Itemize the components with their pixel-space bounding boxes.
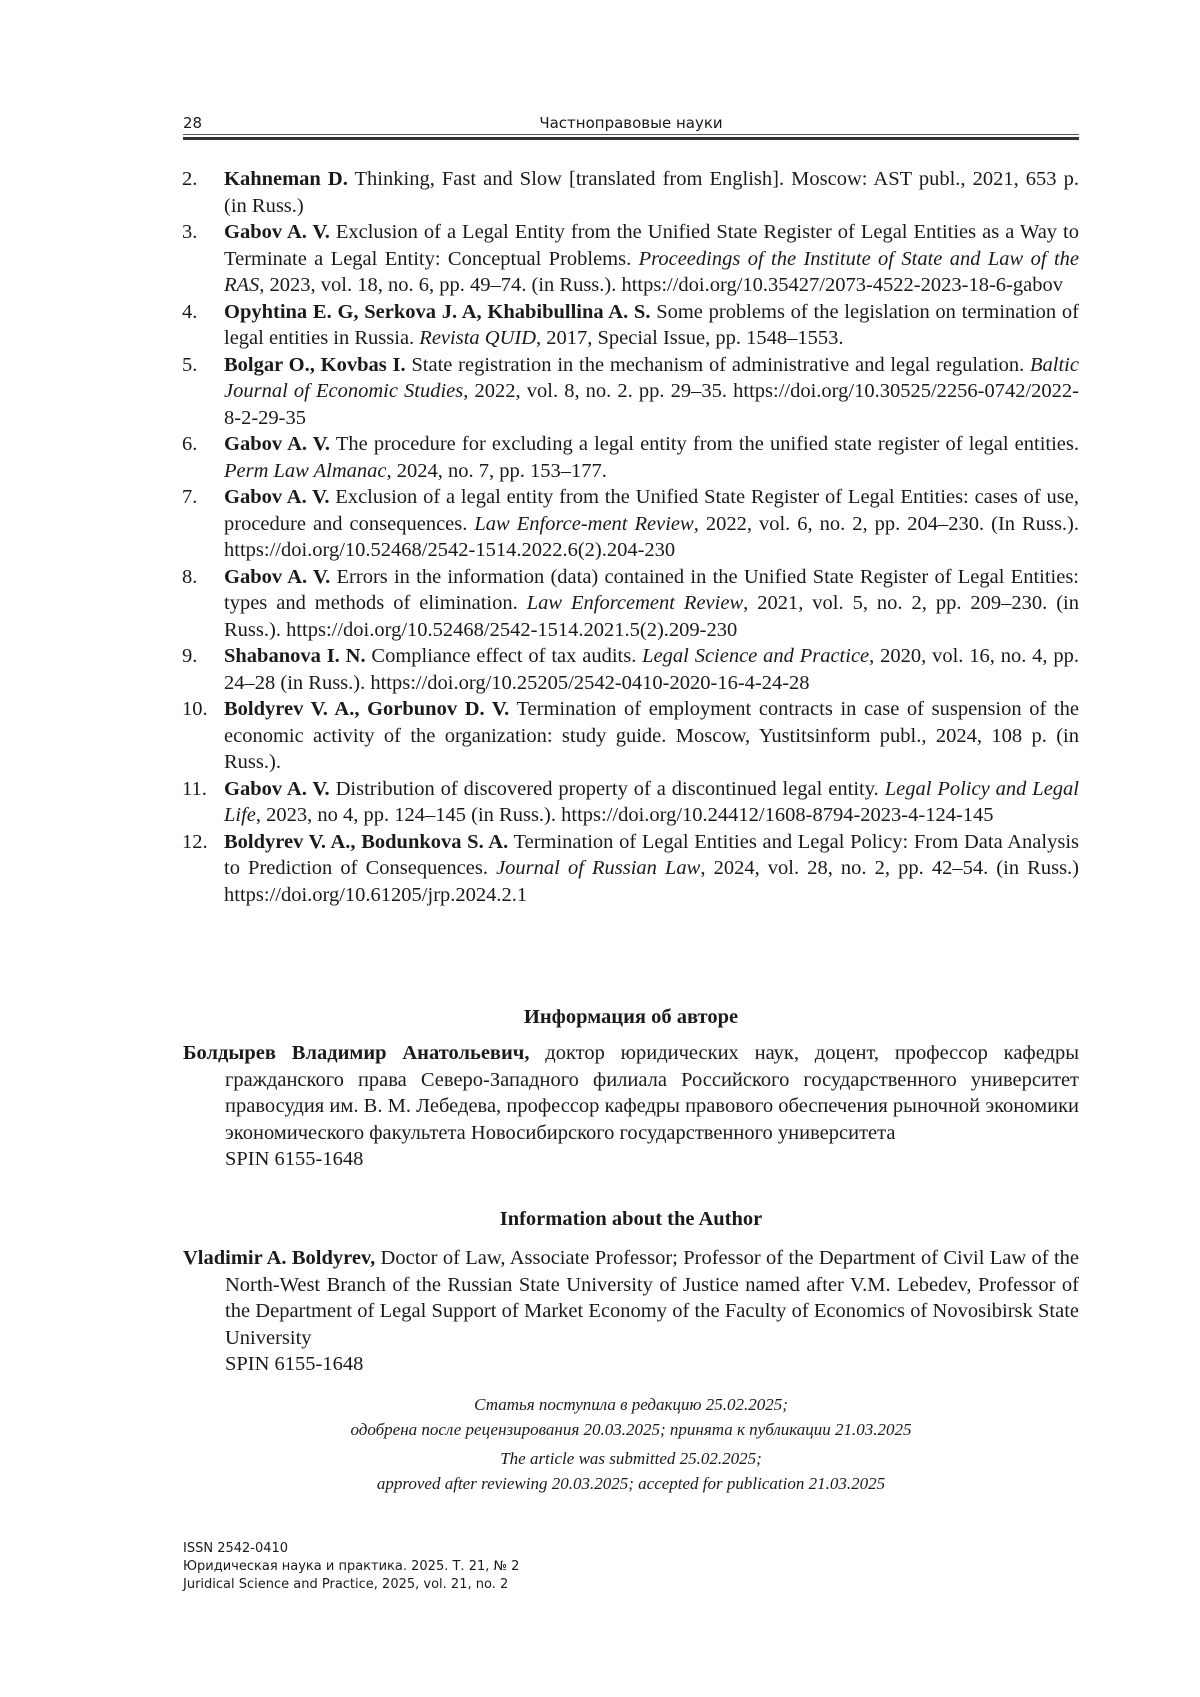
reference-details: , 2023, no 4, pp. 124–145 (in Russ.). https://doi.org/10.24412/1608-8794-2023-4-124-145 <box>255 804 994 826</box>
reference-item <box>182 431 1079 484</box>
reference-text: Exclusion of a legal entity from the Unified State Register of Legal Entities: cases of use, procedure and consequences. <box>224 486 1079 535</box>
reference-authors: Gabov A. V. <box>224 433 331 455</box>
reference-journal: Law Enforcement Review <box>526 592 744 614</box>
reference-number: 4. <box>182 300 198 323</box>
reference-details: , 2024, no. 7, pp. 153–177. <box>386 459 607 482</box>
header-rule-thin <box>183 134 1079 135</box>
reference-journal: Journal of Russian Law <box>496 857 701 879</box>
reference-authors: Gabov A. V. <box>224 777 330 800</box>
reference-item <box>182 299 1079 352</box>
author-info-heading-en: Information about the Author <box>499 1208 763 1230</box>
reference-text: Compliance effect of tax audits. <box>365 645 643 667</box>
reference-text: Errors in the information (data) contained in the Unified State Register of Legal Entities: types and methods of elimination. <box>224 565 1079 614</box>
author-details-en: Doctor of Law, Associate Professor; Professor of the Department of Civil Law of the North-West Branch of the Russian State University of Justice named after V.M. Lebedev, Professor of the Department of Legal Support of Market Economy of the Faculty of Economics of Novosibirsk State University <box>225 1247 1079 1349</box>
reference-text: State registration in the mechanism of administrative and legal regulation. <box>405 353 1031 376</box>
author-description-ru <box>183 1040 1079 1146</box>
reference-journal: Perm Law Almanac <box>224 459 387 482</box>
reference-details: , 2017, Special Issue, pp. 1548–1553. <box>536 327 844 349</box>
footer-journal-ru: Юридическая наука и практика. 2025. Т. 21, № 2 <box>183 1559 520 1574</box>
dates-en-line1: The article was submitted 25.02.2025; <box>500 1449 762 1468</box>
reference-text: The procedure for excluding a legal entity from the unified state register of legal entities. <box>330 433 1079 455</box>
header-rule-thick <box>183 137 1079 140</box>
reference-text: Some problems of the legislation on termination of legal entities in Russia. <box>224 300 1079 349</box>
author-description-en <box>183 1245 1079 1351</box>
author-details-ru: доктор юридических наук, доцент, профессор кафедры гражданского права Северо-Западного филиала Российского государственного университет правосудия им. В. М. Лебедева, профессор кафедры правового обеспечения рыночной экономики экономического факультета Новосибирского государственного университета <box>225 1042 1079 1144</box>
reference-journal: Baltic Journal of Economic Studies <box>224 353 1079 402</box>
reference-item <box>182 564 1079 644</box>
reference-item <box>182 696 1079 776</box>
author-spin-ru: SPIN 6155-1648 <box>225 1148 364 1170</box>
reference-number: 12. <box>182 830 208 853</box>
dates-ru-line2: одобрена после рецензирования 20.03.2025; принята к публикации 21.03.2025 <box>350 1420 912 1439</box>
author-info-ru <box>183 1040 1079 1173</box>
author-info-en <box>183 1245 1079 1378</box>
reference-journal: Law Enforce-ment Review <box>474 512 694 535</box>
reference-details: 2023, vol. 18, no. 6, pp. 49–74. (in Russ.). https://doi.org/10.35427/2073-4522-2023-18-6-gabov <box>264 274 1063 296</box>
footer-journal-en: Juridical Science and Practice, 2025, vol. 21, no. 2 <box>183 1577 509 1592</box>
reference-number: 3. <box>182 221 198 243</box>
reference-authors: Kahneman D. <box>224 168 348 190</box>
author-info-heading-ru: Информация об авторе <box>523 1006 739 1028</box>
reference-authors: Boldyrev V. A., Bodunkova S. A. <box>224 830 509 853</box>
reference-authors: Gabov A. V. <box>224 486 330 508</box>
reference-text: Distribution of discovered property of a discontinued legal entity. <box>329 777 885 800</box>
reference-item <box>182 643 1079 696</box>
reference-number: 2. <box>182 168 198 190</box>
reference-text: Exclusion of a Legal Entity from the Unified State Register of Legal Entities as a Way to Terminate a Legal Entity: Conceptual Problems. <box>224 221 1079 270</box>
reference-item <box>182 166 1079 219</box>
reference-text: Termination of Legal Entities and Legal Policy: From Data Analysis to Prediction of Consequences. <box>224 830 1079 879</box>
reference-number: 10. <box>182 698 208 720</box>
reference-list <box>182 166 1079 908</box>
reference-item <box>182 352 1079 432</box>
reference-details: , 2020, vol. 16, no. 4, pp. 24–28 (in Russ.). https://doi.org/10.25205/2542-0410-2020-16-4-24-28 <box>224 645 1080 694</box>
reference-item <box>182 484 1079 564</box>
reference-journal: Legal Policy and Legal Life <box>224 777 1079 826</box>
footer-issn: ISSN 2542-0410 <box>183 1541 289 1556</box>
dates-en-line2: approved after reviewing 20.03.2025; accepted for publication 21.03.2025 <box>376 1474 886 1493</box>
reference-authors: Boldyrev V. A., Gorbunov D. V. <box>224 698 510 720</box>
reference-number: 11. <box>182 777 207 800</box>
reference-text: Thinking, Fast and Slow [translated from English]. Moscow: AST publ., 2021, 653 p. (in Russ.) <box>224 168 1079 217</box>
reference-authors: Gabov A. V. <box>224 565 331 588</box>
reference-number: 7. <box>182 486 198 508</box>
reference-details: , 2024, vol. 28, no. 2, pp. 42–54. (in Russ.) https://doi.org/10.61205/jrp.2024.2.1 <box>224 857 1080 906</box>
reference-details: , 2022, vol. 8, no. 2. pp. 29–35. https://doi.org/10.30525/2256-0742/2022-8-2-29-35 <box>224 380 1080 429</box>
reference-text: Termination of employment contracts in case of suspension of the economic activity of the organization: study guide. Moscow, Yustitsinform publ., 2024, 108 p. (in Russ.). <box>224 698 1079 773</box>
page-footer <box>183 1540 519 1594</box>
author-name-en: Vladimir A. Boldyrev, <box>183 1247 376 1269</box>
publication-dates <box>183 1392 1079 1496</box>
reference-number: 9. <box>182 645 198 667</box>
author-spin-en: SPIN 6155-1648 <box>225 1353 364 1375</box>
reference-number: 5. <box>182 353 198 376</box>
reference-journal: Legal Science and Practice <box>642 645 870 667</box>
reference-journal: Revista QUID <box>419 327 537 349</box>
reference-item <box>182 776 1079 829</box>
reference-item <box>182 219 1079 299</box>
reference-authors: Bolgar O., Kovbas I. <box>224 353 406 376</box>
page-number: 28 <box>183 114 203 132</box>
reference-details: , 2022, vol. 6, no. 2, pp. 204–230. (In Russ.). https://doi.org/10.52468/2542-1514.2022.6(2).204-230 <box>224 512 1079 561</box>
reference-number: 6. <box>182 433 198 455</box>
reference-number: 8. <box>182 565 198 588</box>
reference-item <box>182 829 1079 909</box>
reference-authors: Shabanova I. N. <box>224 645 366 667</box>
reference-authors: Opyhtina E. G, Serkova J. A, Khabibullina A. S. <box>224 300 651 323</box>
author-name-ru: Болдырев Владимир Анатольевич, <box>183 1042 530 1064</box>
reference-journal: Proceedings of the Institute of State and Law of the RAS, <box>224 247 1079 296</box>
reference-details: , 2021, vol. 5, no. 2, pp. 209–230. (in Russ.). https://doi.org/10.52468/2542-1514.2021.5(2).209-230 <box>224 592 1080 641</box>
reference-authors: Gabov A. V. <box>224 221 330 243</box>
dates-ru-line1: Статья поступила в редакцию 25.02.2025; <box>474 1395 788 1414</box>
running-title: Частноправовые науки <box>539 114 723 132</box>
